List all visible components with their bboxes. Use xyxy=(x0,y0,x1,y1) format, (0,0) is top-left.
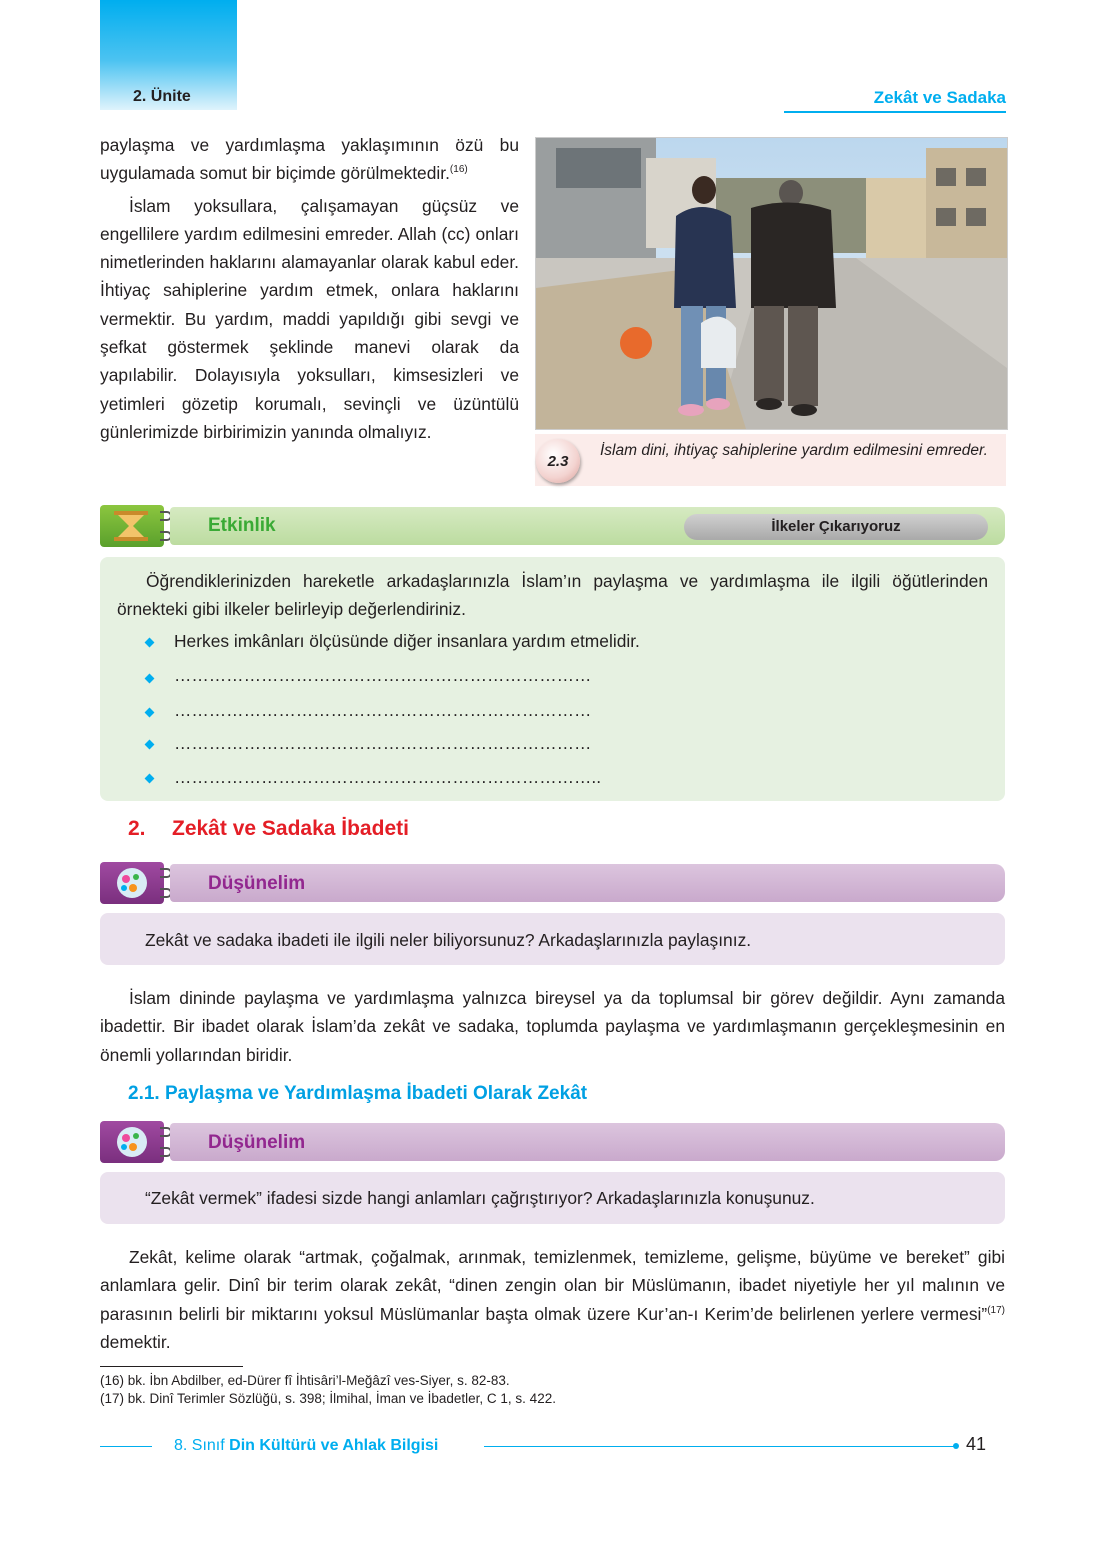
intro-paragraph-1: paylaşma ve yardımlaşma yaklaşımının özü bu uygulamada somut bir biçimde görülmektedir.$^{(16)}$ xyxy=(100,135,519,184)
footnote: (17) bk. Dinî Terimler Sözlüğü, s. 398; İlmihal, İman ve İbadetler, C 1, s. 422. xyxy=(100,1391,556,1406)
brain-icon xyxy=(100,1121,164,1163)
body-paragraph: Zekât, kelime olarak “artmak, çoğalmak, arınmak, temizlenmek, temizleme, gelişme, büyüme ve bereket” gibi anlamlara gelir. Dinî bir terim olarak zekât, “dinen zengin olan bir Müslümanın, ibadet niyetiyle her yıl malının ve parasının belirli bir miktarını yoksul Müslümanlar başta olmak üzere Kur’an-ı Kerim’de belirlenen yerlere vermesi”$^{(17)}$ demektir. xyxy=(100,1247,1005,1352)
activity-item: ……………………………………………………………….. xyxy=(174,767,602,787)
topic-underline xyxy=(784,111,1006,113)
think-label: Düşünelim xyxy=(208,1132,306,1153)
activity-item: Herkes imkânları ölçüsünde diğer insanlara yardım etmelidir. xyxy=(174,631,640,651)
activity-item: ……………………………………………………………… xyxy=(174,665,592,685)
think-icon-box xyxy=(100,1121,164,1163)
page-number: 41 xyxy=(966,1434,987,1454)
topic-label: Zekât ve Sadaka xyxy=(873,88,1006,107)
figure-number: 2.3 xyxy=(547,453,569,470)
figure-caption: İslam dini, ihtiyaç sahiplerine yardım edilmesini emreder. xyxy=(600,442,988,459)
footer-dot xyxy=(953,1443,959,1449)
think-question: “Zekât vermek” ifadesi sizde hangi anlamları çağrıştırıyor? Arkadaşlarınızla konuşunuz. xyxy=(145,1188,815,1208)
footnote: (16) bk. İbn Abdilber, ed-Dürer fî İhtisâri’l-Meğâzî ves-Siyer, s. 82-83. xyxy=(100,1373,510,1388)
section-title: Zekât ve Sadaka İbadeti xyxy=(172,817,409,840)
activity-instruction: Öğrendiklerinizden hareketle arkadaşlarınızla İslam’ın paylaşma ve yardımlaşma ile ilgili öğütlerinden örnekteki gibi ilkeler belirleyip değerlendiriniz. xyxy=(117,571,988,620)
think-icon-box xyxy=(100,862,164,904)
photo-people-walking xyxy=(535,137,1008,430)
think-label: Düşünelim xyxy=(208,873,306,894)
footer-line-left xyxy=(100,1446,152,1447)
footer-book: 8. Sınıf Din Kültürü ve Ahlak Bilgisi xyxy=(174,1437,439,1454)
footer-line-right xyxy=(484,1446,954,1447)
activity-label: Etkinlik xyxy=(208,515,276,536)
subsection-title: 2.1. Paylaşma ve Yardımlaşma İbadeti Olarak Zekât xyxy=(128,1083,588,1104)
activity-icon-box xyxy=(100,505,164,547)
intro-paragraph-2: İslam yoksullara, çalışamayan güçsüz ve engellilere yardım edilmesini emreder. Allah (cc) onları nimetlerinden haklarını alamayanlar olarak kabul eder. İhtiyaç sahiplerine yardım etmek, onlara haklarını vermektir. Bu yardım, maddi yapıldığı gibi sevgi ve şefkat göstermek şeklinde manevi olarak da yapılabilir. Dolayısıyla yoksulları, kimsesizleri ve yetimleri gözetip korumalı, sevinçli ve üzüntülü günlerimizde birbirimizin yanında olmalıyız. xyxy=(100,195,519,442)
photo-illustration xyxy=(536,138,1007,429)
footnote-rule xyxy=(100,1366,243,1367)
brain-icon xyxy=(100,862,164,904)
activity-item: ……………………………………………………………… xyxy=(174,700,592,720)
body-paragraph: İslam dininde paylaşma ve yardımlaşma yalnızca bireysel ya da toplumsal bir görev değildir. Aynı zamanda ibadettir. Bir ibadet olarak İslam’da zekât ve sadaka, toplumda paylaşma ve yardımlaşmanın gerçekleşmesinin en önemli yollarından biridir. xyxy=(100,988,1005,1065)
activity-subtitle: İlkeler Çıkarıyoruz xyxy=(771,518,901,535)
footnotes xyxy=(100,1372,556,1408)
intro-text xyxy=(100,131,519,446)
activity-item: ……………………………………………………………… xyxy=(174,733,592,753)
unit-label: 2. Ünite xyxy=(133,88,191,105)
hourglass-icon xyxy=(100,505,164,547)
think-question: Zekât ve sadaka ibadeti ile ilgili neler biliyorsunuz? Arkadaşlarınızla paylaşınız. xyxy=(145,930,752,950)
section-number: 2. xyxy=(128,817,146,840)
